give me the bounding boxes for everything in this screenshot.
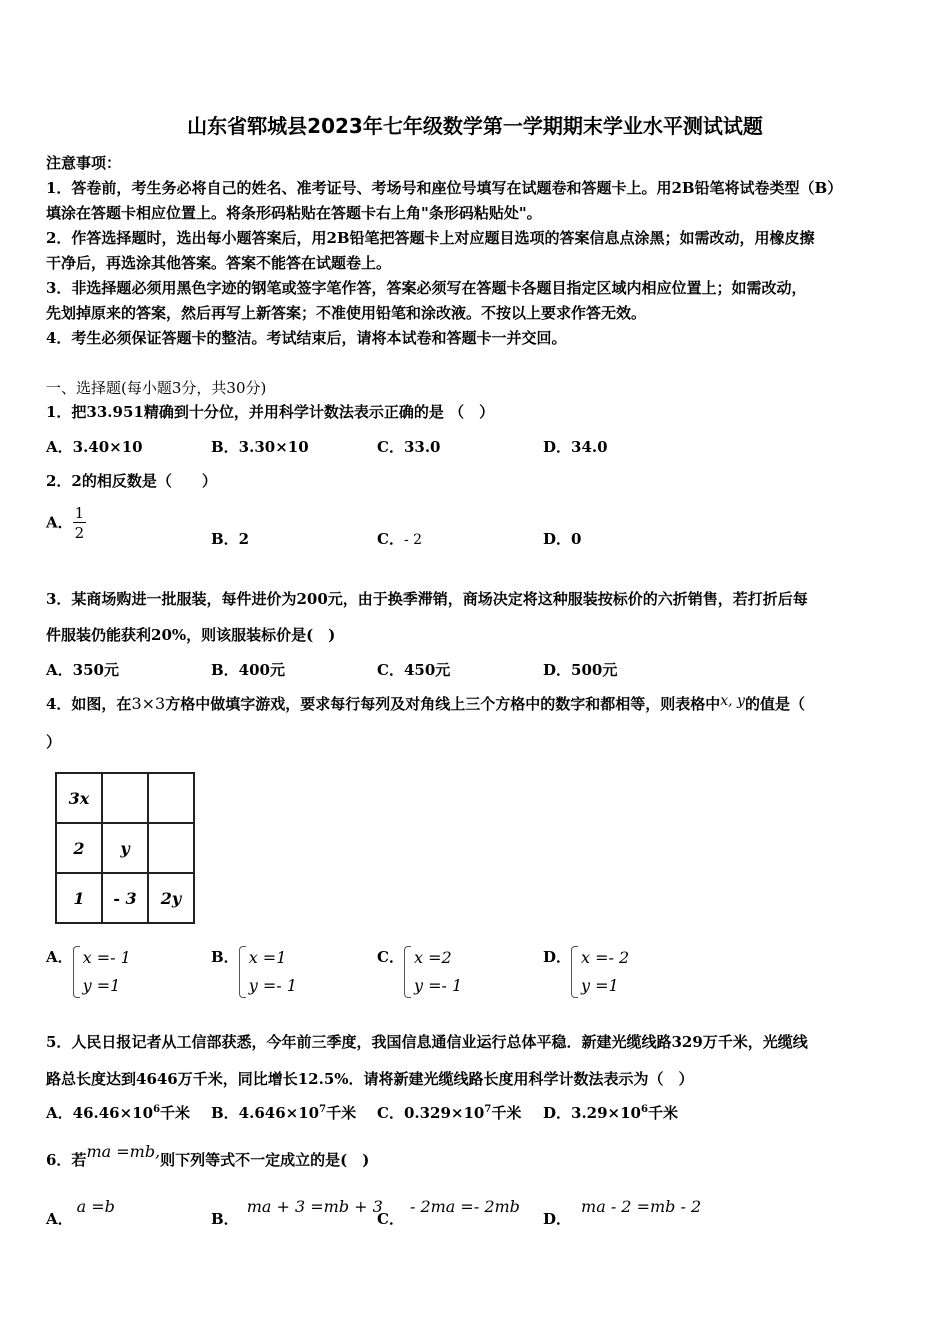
equation-line: x =- 1 (82, 948, 131, 967)
notice-line-5: 3．非选择题必须用黑色字迹的钢笔或签字笔作答，答案必须写在答题卡各题目指定区域内相应位置上；如需改动， (46, 279, 807, 297)
equation-line: y =- 1 (413, 976, 463, 995)
q2-option-a-label: A． (46, 513, 73, 532)
notice-line-6: 先划掉原来的答案，然后再写上新答案；不准使用铅笔和涂改液。不按以上要求作答无效。 (46, 304, 647, 322)
q5-option-b (211, 1102, 356, 1123)
q6-options (46, 1196, 916, 1232)
table-row (56, 823, 194, 873)
q4-option-c (377, 944, 462, 1000)
q6-option-c-label: C． (377, 1210, 404, 1228)
q4-stem-post: 的值是（ (744, 695, 805, 713)
q2-stem: 2．2的相反数是（ ） (46, 472, 217, 490)
notice-line-3: 2．作答选择题时，选出每小题答案后，用2B铅笔把答题卡上对应题目选项的答案信息点涂黑；如需改动，用橡皮擦 (46, 229, 815, 247)
exponent: 7 (484, 1104, 492, 1115)
grid-cell: y (102, 823, 148, 873)
q4-option-d (543, 944, 629, 1000)
equation-line: y =1 (581, 976, 619, 995)
grid-cell: 2 (56, 823, 102, 873)
option-unit: 千米 (491, 1104, 522, 1122)
q4-option-b (211, 944, 297, 1000)
q2-option-c-label: C． (377, 530, 404, 548)
q6-option-c (377, 1196, 520, 1228)
q6-option-b-label: B． (211, 1210, 239, 1228)
notice-heading: 注意事项： (46, 154, 122, 172)
grid-cell: 2y (148, 873, 194, 923)
section-heading: 一、选择题(每小题3分，共30分) (46, 379, 267, 397)
q1-option-c: C．33.0 (377, 438, 441, 456)
table-row (56, 773, 194, 823)
q4-grid-size: 3×3 (131, 694, 166, 713)
q3-option-b: B．400元 (211, 661, 285, 679)
q5-option-c (377, 1102, 521, 1123)
q6-stem (46, 1142, 910, 1171)
q2-fraction (73, 504, 87, 543)
q4-variables: x, y (720, 693, 745, 709)
q4-stem-line-1 (46, 693, 910, 716)
q5-stem-line-1: 5．人民日报记者从工信部获悉，今年前三季度，我国信息通信业运行总体平稳．新建光缆线路329万千米，光缆线 (46, 1033, 808, 1051)
exponent: 6 (640, 1104, 648, 1115)
q4-stem-pre: 4．如图，在 (46, 695, 132, 713)
equation-line: y =- 1 (248, 976, 297, 995)
q4-stem-line-2: ） (46, 733, 62, 751)
q2-options (46, 504, 916, 550)
q3-option-c: C．450元 (377, 661, 451, 679)
exponent: 7 (319, 1104, 327, 1115)
q1-option-b: B．3.30×10 (211, 438, 309, 456)
grid-cell (148, 823, 194, 873)
option-text: B．4.646×10 (211, 1104, 320, 1122)
q3-stem-line-1: 3．某商场购进一批服装，每件进价为200元，由于换季滞销，商场决定将这种服装按标价的六折销售，若打折后每 (46, 590, 808, 608)
q1-option-d: D．34.0 (543, 438, 608, 456)
grid-cell: 3x (56, 773, 102, 823)
q4-option-c-label: C． (377, 948, 404, 966)
q6-option-c-expr: - 2ma =- 2mb (409, 1197, 520, 1216)
q6-option-b (211, 1196, 383, 1228)
fraction-numerator: 1 (74, 504, 85, 522)
q2-option-c-value: - 2 (403, 532, 423, 548)
notice-line-2: 填涂在答题卡相应位置上。将条形码粘贴在答题卡右上角"条形码粘贴处"。 (46, 204, 542, 222)
q5-option-a (46, 1102, 190, 1123)
q4-option-b-system (239, 944, 297, 1000)
q6-option-d (543, 1196, 702, 1228)
page-title: 山东省郓城县2023年七年级数学第一学期期末学业水平测试试题 (187, 114, 763, 138)
q6-option-a-label: A． (46, 1210, 73, 1228)
equation-line: x =- 2 (581, 948, 630, 967)
q4-options (46, 944, 916, 1004)
option-unit: 千米 (326, 1104, 357, 1122)
q4-option-c-system (404, 944, 462, 1000)
grid-cell: - 3 (102, 873, 148, 923)
magic-square-table (55, 772, 195, 924)
notice-line-7: 4．考生必须保证答题卡的整洁。考试结束后，请将本试卷和答题卡一并交回。 (46, 329, 567, 347)
q4-stem-mid: 方格中做填字游戏，要求每行每列及对角线上三个方格中的数字和都相等，则表格中 (165, 695, 721, 713)
q2-option-b: B．2 (211, 530, 250, 548)
option-unit: 千米 (647, 1104, 678, 1122)
q6-stem-post: 则下列等式不一定成立的是( ) (160, 1151, 370, 1169)
q4-option-a (46, 944, 131, 1000)
option-text: C．0.329×10 (377, 1104, 485, 1122)
q6-option-b-expr: ma + 3 =mb + 3 (246, 1197, 383, 1216)
q6-option-a-expr: a =b (76, 1197, 115, 1216)
q3-option-d: D．500元 (543, 661, 618, 679)
q4-option-d-system (571, 944, 629, 1000)
q3-option-a: A．350元 (46, 661, 119, 679)
q5-option-d (543, 1102, 678, 1123)
q2-option-d: D．0 (543, 530, 582, 548)
q6-option-d-label: D． (543, 1210, 572, 1228)
equation-line: y =1 (82, 976, 121, 995)
notice-line-1: 1．答卷前，考生务必将自己的姓名、准考证号、考场号和座位号填写在试题卷和答题卡上。用2B铅笔将试卷类型（B） (46, 179, 843, 197)
q6-stem-pre: 6．若 (46, 1151, 87, 1169)
q2-option-c (377, 528, 422, 549)
fraction-denominator: 2 (74, 524, 85, 542)
q4-magic-square-figure (55, 772, 195, 924)
option-text: D．3.29×10 (543, 1104, 641, 1122)
q1-options (46, 436, 916, 466)
q3-options (46, 659, 916, 689)
option-unit: 千米 (160, 1104, 191, 1122)
notice-line-4: 干净后，再选涂其他答案。答案不能答在试题卷上。 (46, 254, 392, 272)
q1-option-a: A．3.40×10 (46, 438, 143, 456)
q2-option-a (46, 504, 86, 543)
grid-cell (148, 773, 194, 823)
q5-stem-line-2: 路总长度达到4646万千米，同比增长12.5%．请将新建光缆线路长度用科学计数法表示为（ ） (46, 1070, 694, 1088)
equation-line: x =2 (413, 948, 452, 967)
q6-option-a (46, 1196, 115, 1228)
q5-options (46, 1102, 916, 1132)
q4-option-d-label: D． (543, 948, 572, 966)
table-row (56, 873, 194, 923)
exponent: 6 (153, 1104, 161, 1115)
option-text: A．46.46×10 (46, 1104, 154, 1122)
q6-condition: ma =mb, (86, 1142, 161, 1161)
q4-option-a-label: A． (46, 948, 73, 966)
q1-stem: 1．把33.951精确到十分位，并用科学计数法表示正确的是 （ ） (46, 403, 495, 421)
q4-option-b-label: B． (211, 948, 239, 966)
q4-option-a-system (73, 944, 131, 1000)
grid-cell: 1 (56, 873, 102, 923)
grid-cell (102, 773, 148, 823)
q6-option-d-expr: ma - 2 =mb - 2 (581, 1197, 702, 1216)
q3-stem-line-2: 件服装仍能获利20%，则该服装标价是( ) (46, 626, 336, 644)
equation-line: x =1 (248, 948, 287, 967)
